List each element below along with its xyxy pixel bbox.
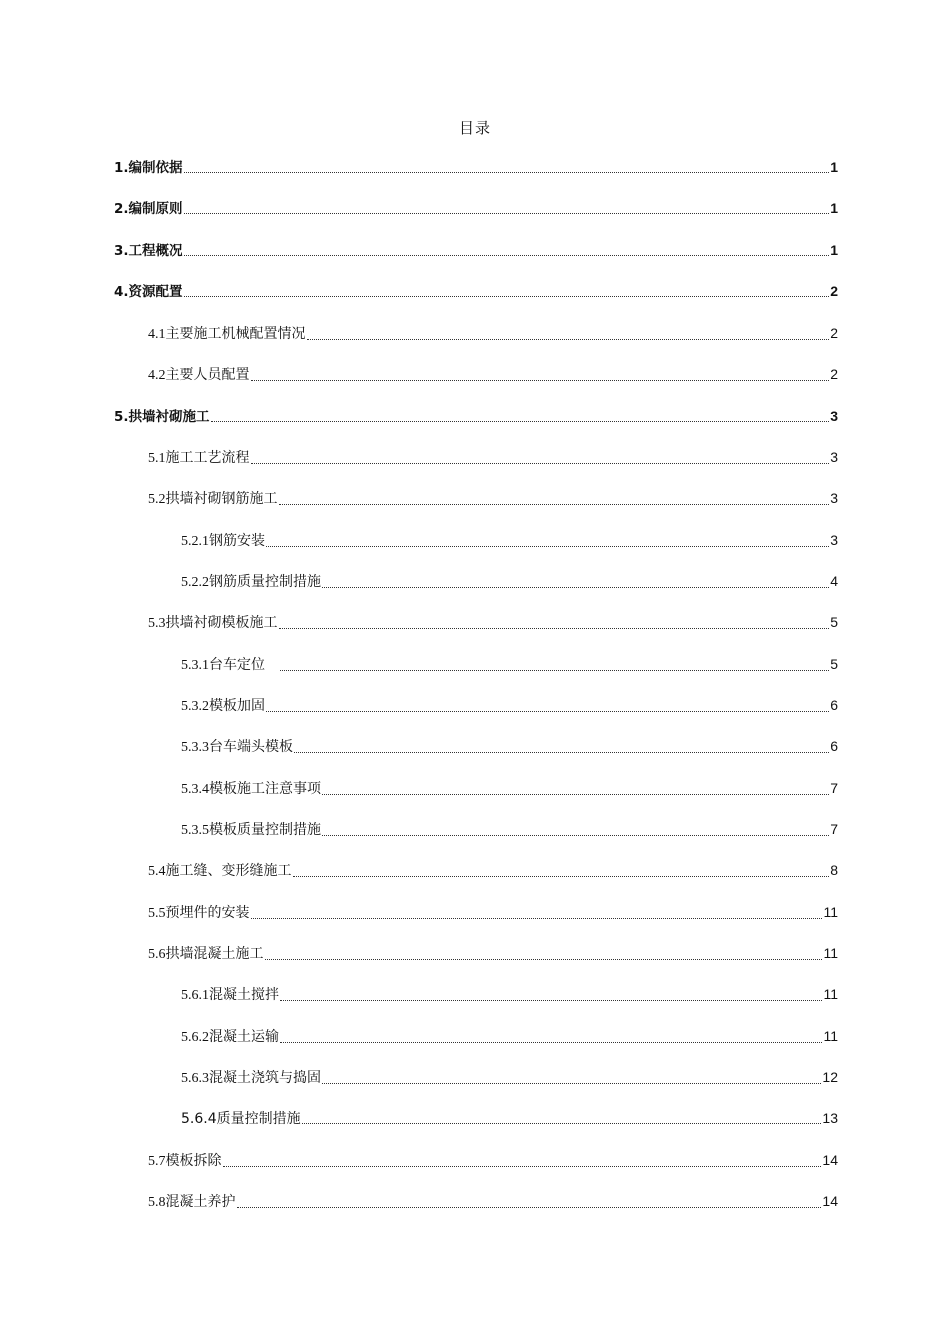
toc-entry-text: 5.3.3台车端头模板 [181,740,293,755]
toc-entry-5-6-4[interactable] [181,1108,838,1129]
dot-leader [237,1207,822,1208]
toc-entry-2[interactable] [114,198,838,219]
toc-entry-5-3-1[interactable] [181,654,838,676]
toc-page-number: 11 [823,1028,838,1044]
toc-entry-5-3-5[interactable] [181,819,838,841]
toc-entry-text: 5.6.4质量控制措施 [181,1111,301,1127]
dot-leader [266,711,829,712]
toc-page-number: 13 [822,1110,838,1126]
toc-page-number: 6 [830,738,838,754]
toc-entry-5-1[interactable] [148,447,838,469]
dot-leader [251,380,830,381]
toc-entry-text: 1.编制依据 [114,160,183,176]
toc-entry-text: 5.6.1混凝土搅拌 [181,988,279,1003]
toc-page-number: 4 [830,573,838,589]
toc-page-number: 7 [830,821,838,837]
toc-page-number: 3 [830,408,838,424]
dot-leader [184,172,830,173]
dot-leader [266,546,829,547]
toc-entry-text: 5.3拱墙衬砌模板施工 [148,616,278,631]
toc-entry-5-8[interactable] [148,1191,838,1213]
toc-entry-5-4[interactable] [148,860,838,882]
toc-entry-text: 5.8混凝土养护 [148,1195,236,1210]
dot-leader [251,918,823,919]
toc-page-number: 12 [822,1069,838,1085]
dot-leader [322,1083,821,1084]
dot-leader [223,1166,822,1167]
toc-entry-text: 5.3.5模板质量控制措施 [181,823,321,838]
dot-leader [322,587,829,588]
dot-leader [294,752,829,753]
toc-page-number: 1 [830,159,838,175]
toc-entry-text: 3.工程概况 [114,243,183,259]
dot-leader [293,876,830,877]
toc-entry-4-2[interactable] [148,364,838,386]
toc-entry-3[interactable] [114,240,838,261]
toc-entry-5-2-1[interactable] [181,530,838,552]
dot-leader [184,296,830,297]
toc-entry-4[interactable] [114,281,838,302]
dot-leader [322,835,829,836]
toc-entry-text: 5.3.4模板施工注意事项 [181,782,321,797]
dot-leader [322,794,829,795]
toc-page-number: 8 [830,862,838,878]
toc-entry-text: 5.拱墙衬砌施工 [114,409,210,425]
toc-entry-text: 5.3.2模板加固 [181,699,265,714]
toc-page-number: 11 [823,945,838,961]
toc-entry-4-1[interactable] [148,323,838,345]
toc-entry-1[interactable] [114,157,838,178]
toc-title: 目录 [458,121,491,137]
toc-entry-text: 5.6.2混凝土运输 [181,1030,279,1045]
toc-entry-5-5[interactable] [148,902,838,924]
toc-page-number: 2 [830,283,838,299]
toc-entry-5-3-4[interactable] [181,778,838,800]
toc-entry-text: 2.编制原则 [114,201,183,217]
toc-page-number: 1 [830,200,838,216]
toc-entry-5-3[interactable] [148,612,838,634]
dot-leader [280,1042,822,1043]
toc-entry-5-3-2[interactable] [181,695,838,717]
toc-entry-text: 4.资源配置 [114,284,183,300]
toc-page-number: 14 [822,1193,838,1209]
toc-entry-text: 5.6拱墙混凝土施工 [148,947,264,962]
toc-entry-text: 5.3.1台车定位 [181,658,279,673]
dot-leader [184,255,830,256]
toc-page-number: 6 [830,697,838,713]
toc-entry-5-6[interactable] [148,943,838,965]
toc-entry-text: 5.1施工工艺流程 [148,451,250,466]
toc-entry-5-6-1[interactable] [181,984,838,1006]
toc-entry-text: 5.7模板拆除 [148,1154,222,1169]
toc-entry-5-2[interactable] [148,488,838,510]
toc-entry-5-7[interactable] [148,1150,838,1172]
toc-entry-5-2-2[interactable] [181,571,838,593]
toc-page-number: 11 [823,904,838,920]
toc-entry-5-3-3[interactable] [181,736,838,758]
toc-entry-5-6-3[interactable] [181,1067,838,1089]
toc-page-number: 3 [830,532,838,548]
dot-leader [184,213,830,214]
toc-entry-text: 5.6.3混凝土浇筑与捣固 [181,1071,321,1086]
dot-leader [280,1000,822,1001]
toc-entry-text: 5.2.2钢筋质量控制措施 [181,575,321,590]
toc-page-number: 11 [823,986,838,1002]
dot-leader [279,504,830,505]
toc-page-number: 3 [830,490,838,506]
toc-page-number: 2 [830,325,838,341]
toc-page-number: 5 [830,614,838,630]
dot-leader [302,1123,822,1124]
toc-entry-text: 5.2.1钢筋安装 [181,534,265,549]
toc-page-number: 5 [830,656,838,672]
toc-entry-text: 4.1主要施工机械配置情况 [148,327,306,342]
toc-page-number: 3 [830,449,838,465]
toc-page-number: 1 [830,242,838,258]
toc-entry-5[interactable] [114,406,838,427]
toc-page-number: 2 [830,366,838,382]
dot-leader [280,670,829,671]
toc-entry-5-6-2[interactable] [181,1026,838,1048]
dot-leader [211,421,830,422]
toc-page-number: 14 [822,1152,838,1168]
toc-entry-text: 5.4施工缝、变形缝施工 [148,864,292,879]
dot-leader [251,463,830,464]
toc-entry-text: 5.2拱墙衬砌钢筋施工 [148,492,278,507]
dot-leader [265,959,823,960]
dot-leader [307,339,830,340]
toc-entry-text: 4.2主要人员配置 [148,368,250,383]
dot-leader [279,628,830,629]
toc-entry-text: 5.5预埋件的安装 [148,906,250,921]
toc-page-number: 7 [830,780,838,796]
